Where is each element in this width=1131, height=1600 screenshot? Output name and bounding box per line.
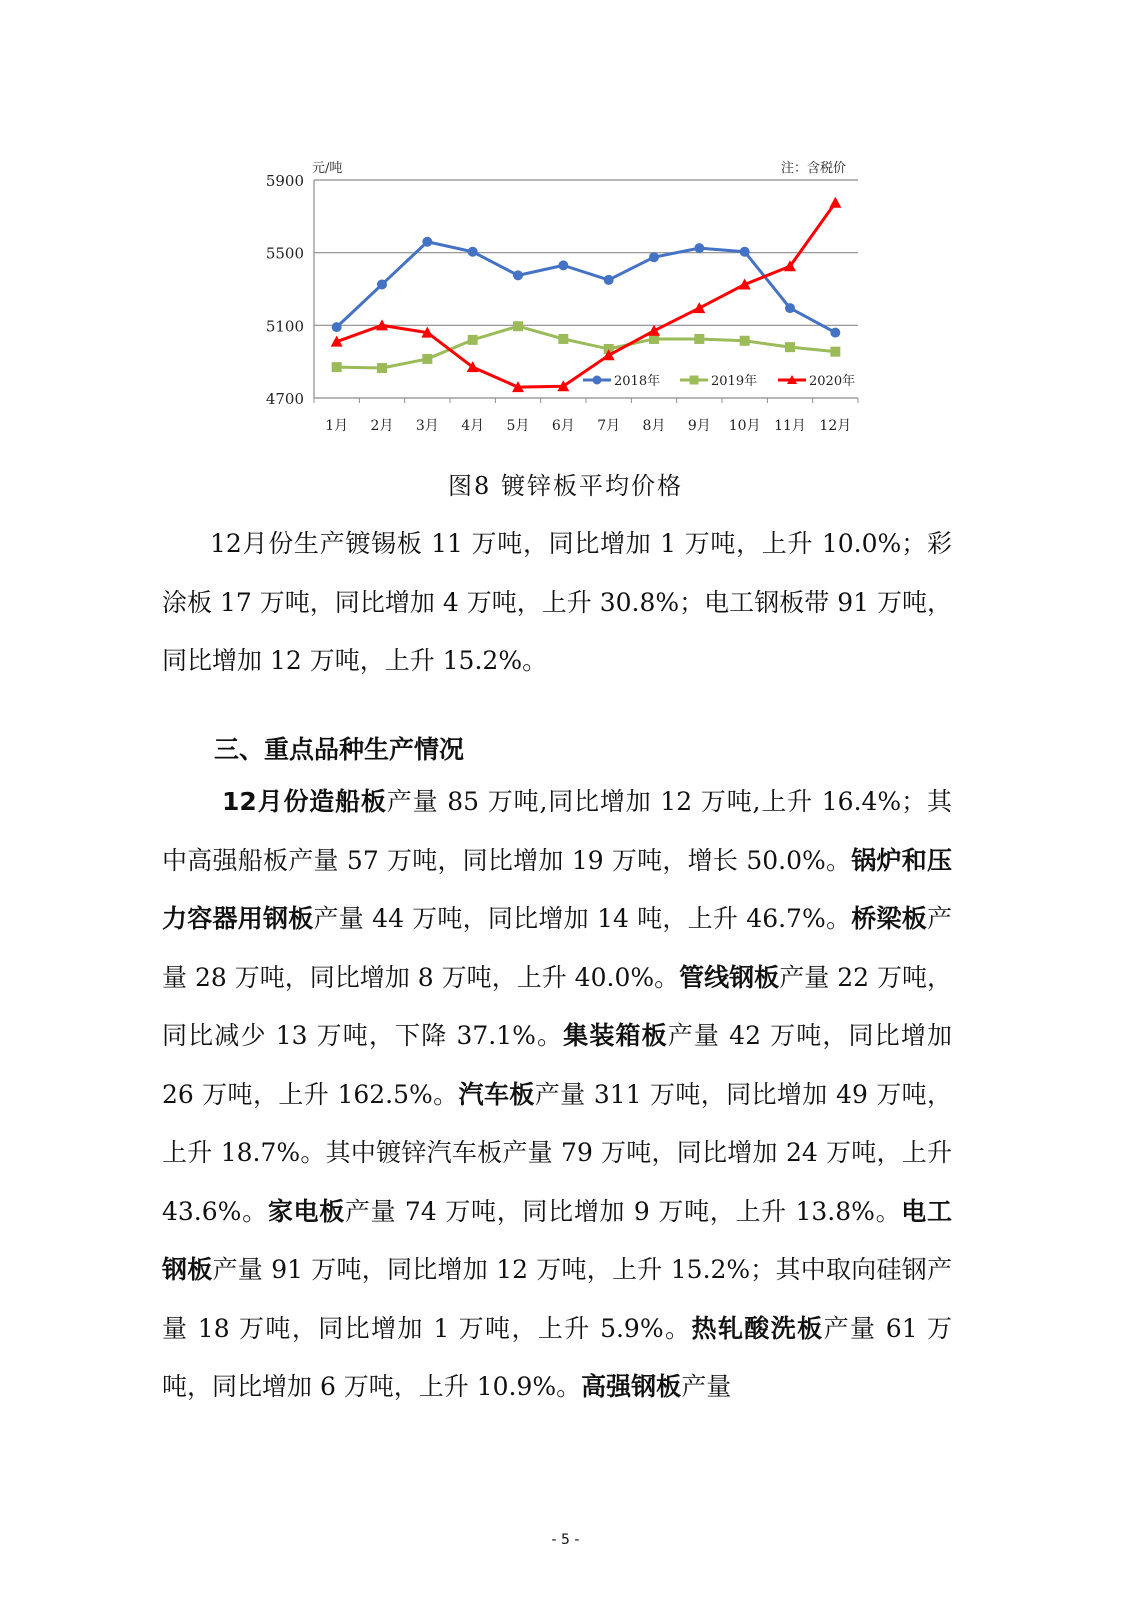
data-point xyxy=(377,363,387,373)
y-axis-unit: 元/吨 xyxy=(312,161,343,176)
y-tick-label: 5100 xyxy=(265,317,304,336)
x-tick-label: 5月 xyxy=(506,418,530,434)
paragraph-key-products xyxy=(162,773,952,1417)
data-point xyxy=(830,328,840,338)
product-name: 管线钢板 xyxy=(679,962,780,992)
data-point xyxy=(558,260,568,270)
product-stats: 产量 42 万吨，同比增加 26 万吨，上升 162.5%。 xyxy=(162,1021,952,1109)
product-stats: 产量 91 万吨，同比增加 12 万吨，上升 15.2%；其中取向硅钢产量 18 万吨，同比增加 1 万吨，上升 5.9%。 xyxy=(162,1255,952,1343)
y-tick-label: 5500 xyxy=(265,244,304,263)
data-point xyxy=(694,243,704,253)
product-name: 家电板 xyxy=(267,1196,345,1226)
data-point xyxy=(513,321,523,331)
legend-marker xyxy=(690,376,699,385)
product-stats: 产量 311 万吨，同比增加 49 万吨，上升 18.7%。其中镀锌汽车板产量 79 万吨，同比增加 24 万吨，上升 43.6%。 xyxy=(162,1079,952,1226)
data-point xyxy=(694,334,704,344)
x-tick-label: 9月 xyxy=(687,418,711,434)
data-point xyxy=(422,354,432,364)
data-point xyxy=(740,336,750,346)
legend-marker xyxy=(593,376,602,385)
data-point xyxy=(785,342,795,352)
product-stats: 产量 61 万吨，同比增加 6 万吨，上升 10.9%。 xyxy=(162,1313,952,1401)
section-heading: 三、重点品种生产情况 xyxy=(214,735,465,764)
legend-label: 2018年 xyxy=(614,374,661,389)
data-point xyxy=(558,334,568,344)
data-point xyxy=(785,303,795,313)
data-point xyxy=(830,347,840,357)
data-point xyxy=(649,252,659,262)
product-stats: 产量 44 万吨，同比增加 14 吨，上升 46.7%。 xyxy=(313,904,852,933)
y-tick-label: 4700 xyxy=(265,390,304,408)
product-name: 汽车板 xyxy=(458,1079,535,1109)
x-tick-label: 2月 xyxy=(370,418,394,434)
series-line-2019年 xyxy=(337,326,836,368)
data-point xyxy=(740,247,750,257)
product-stats: 产量 xyxy=(681,1372,732,1401)
page-number: - 5 - xyxy=(551,1532,580,1548)
figure-caption: 图8 镀锌板平均价格 xyxy=(448,472,683,500)
x-tick-label: 8月 xyxy=(642,418,666,434)
data-point xyxy=(468,247,478,257)
x-tick-label: 1月 xyxy=(325,418,349,434)
product-name: 集装箱板 xyxy=(563,1021,668,1050)
data-point xyxy=(829,197,841,208)
product-stats: 产量 28 万吨，同比增加 8 万吨，上升 40.0%。 xyxy=(162,904,952,992)
product-name: 12月份造船板 xyxy=(222,787,387,816)
x-tick-label: 3月 xyxy=(415,418,439,434)
y-tick-label: 5900 xyxy=(265,172,304,190)
x-tick-label: 6月 xyxy=(551,418,575,434)
product-stats: 产量 74 万吨，同比增加 9 万吨，上升 13.8%。 xyxy=(344,1196,902,1226)
data-point xyxy=(513,270,523,280)
paragraph-coated-products: 12月份生产镀锡板 11 万吨，同比增加 1 万吨，上升 10.0%；彩涂板 17 万吨，同比增加 4 万吨，上升 30.8%；电工钢板带 91 万吨，同比增加 12 万吨，上升 15.2%。 xyxy=(162,529,952,675)
galvanized-sheet-price-chart xyxy=(230,150,890,450)
x-tick-label: 11月 xyxy=(774,418,806,434)
data-point xyxy=(377,279,387,289)
series-line-2018年 xyxy=(337,242,836,333)
product-name: 桥梁板 xyxy=(851,904,927,933)
series-line-2020年 xyxy=(337,203,836,387)
x-tick-label: 10月 xyxy=(728,418,761,434)
data-point xyxy=(332,322,342,332)
legend-label: 2020年 xyxy=(809,374,856,389)
x-tick-label: 7月 xyxy=(597,418,621,434)
legend-label: 2019年 xyxy=(711,374,758,389)
data-point xyxy=(422,237,432,247)
data-point xyxy=(604,275,614,285)
product-stats: 产量 85 万吨,同比增加 12 万吨,上升 16.4%；其中高强船板产量 57 万吨，同比增加 19 万吨，增长 50.0%。 xyxy=(162,787,952,875)
product-name: 高强钢板 xyxy=(581,1372,682,1401)
x-tick-label: 12月 xyxy=(819,418,852,434)
product-name: 锅炉和压力容器用钢板 xyxy=(162,845,952,933)
product-stats: 产量 22 万吨，同比减少 13 万吨，下降 37.1%。 xyxy=(162,962,952,1050)
data-point xyxy=(332,362,342,372)
product-name: 电工钢板 xyxy=(162,1196,952,1284)
x-tick-label: 4月 xyxy=(461,418,485,434)
data-point xyxy=(468,335,478,345)
product-name: 热轧酸洗板 xyxy=(691,1313,824,1343)
chart-note: 注：含税价 xyxy=(780,161,846,176)
